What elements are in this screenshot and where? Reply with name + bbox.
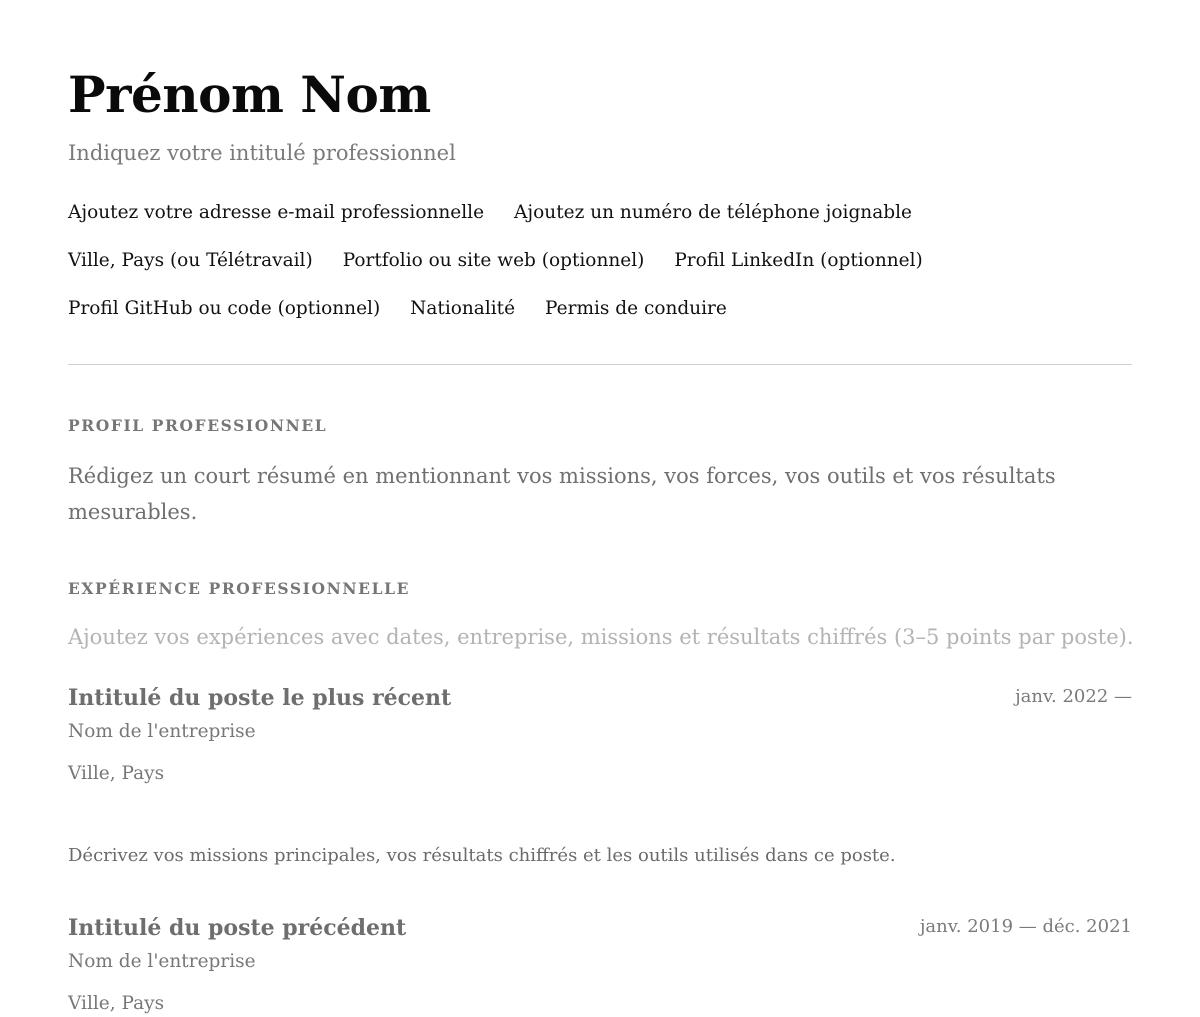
job-description: Décrivez vos missions principales, vos résultats chiffrés et les outils utilisés dans ce poste. (68, 845, 896, 866)
job-title: Intitulé du poste précédent (68, 915, 407, 941)
job-company: Nom de l'entreprise (68, 721, 256, 742)
profile-summary: Rédigez un court résumé en mentionnant vos missions, vos forces, vos outils et vos résultats mesurables. (68, 464, 1056, 524)
contact-linkedin: Profil LinkedIn (optionnel) (674, 250, 923, 271)
contact-portfolio: Portfolio ou site web (optionnel) (342, 250, 645, 271)
contact-row (68, 248, 923, 274)
contact-location: Ville, Pays (ou Télétravail) (68, 250, 313, 271)
contact-nationality: Nationalité (410, 298, 516, 319)
contact-row (68, 200, 912, 226)
profile-section-heading: PROFIL PROFESSIONNEL (68, 416, 328, 435)
experience-hint: Ajoutez vos expériences avec dates, entreprise, missions et résultats chiffrés (3–5 points par poste). (68, 625, 1134, 649)
job-location: Ville, Pays (68, 763, 165, 784)
job-company: Nom de l'entreprise (68, 951, 256, 972)
job-dates: janv. 2019 — déc. 2021 (919, 916, 1132, 937)
contact-driving-license: Permis de conduire (545, 298, 727, 319)
job-dates: janv. 2022 — (1015, 686, 1132, 707)
job-title: Intitulé du poste le plus récent (68, 685, 452, 711)
header-divider (68, 364, 1132, 365)
candidate-name: Prénom Nom (68, 65, 431, 124)
professional-title: Indiquez votre intitulé professionnel (68, 141, 456, 165)
contact-row (68, 296, 727, 322)
job-location: Ville, Pays (68, 993, 165, 1014)
experience-section-heading: EXPÉRIENCE PROFESSIONNELLE (68, 579, 410, 598)
contact-email: Ajoutez votre adresse e-mail professionnelle (68, 202, 485, 223)
contact-github: Profil GitHub ou code (optionnel) (68, 298, 381, 319)
contact-phone: Ajoutez un numéro de téléphone joignable (514, 202, 912, 223)
